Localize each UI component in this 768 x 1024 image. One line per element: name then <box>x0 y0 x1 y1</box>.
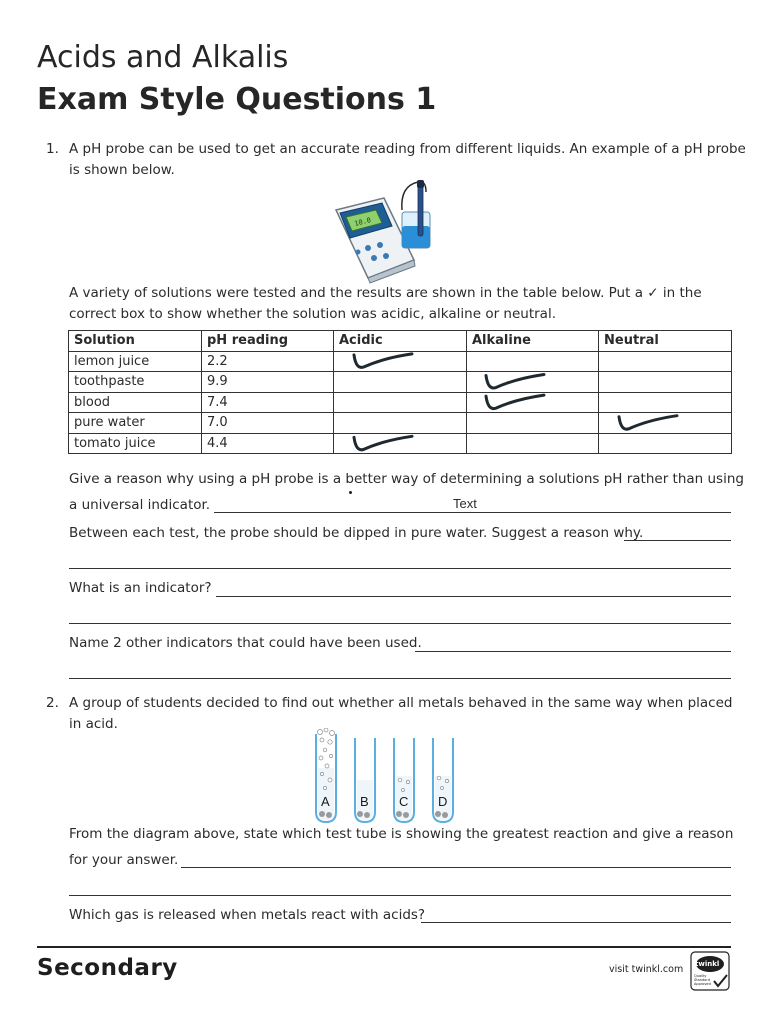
answer-line[interactable] <box>624 540 731 541</box>
answer-line[interactable] <box>421 922 731 923</box>
answer-line[interactable] <box>415 651 731 652</box>
tick-mark-acidic <box>354 436 412 450</box>
ph-cell: 7.0 <box>202 413 334 434</box>
instruction-text: in the <box>662 285 702 301</box>
answer-text[interactable]: Text <box>453 496 477 511</box>
answer-line[interactable] <box>181 867 731 868</box>
question-1-intro-line: A pH probe can be used to get an accurate reading from different liquids. An example of a pH probe <box>69 141 746 157</box>
ph-cell: 7.4 <box>202 392 334 413</box>
test-tube-d <box>433 738 453 822</box>
test-tube-b <box>355 738 375 822</box>
question-2-number: 2. <box>46 695 59 711</box>
column-header-neutral: Neutral <box>599 331 732 352</box>
solution-cell: tomato juice <box>69 433 202 454</box>
answer-line[interactable] <box>69 623 731 624</box>
beaker-icon <box>402 180 430 248</box>
handwritten-ticks <box>68 330 732 456</box>
question-2-intro-line: A group of students decided to find out whether all metals behaved in the same way when placed <box>69 695 733 711</box>
reaction-question-line: for your answer. <box>69 852 179 868</box>
other-indicators-question: Name 2 other indicators that could have been used. <box>69 635 422 651</box>
ph-cell: 4.4 <box>202 433 334 454</box>
pen-dot <box>349 491 352 494</box>
test-tube-c <box>394 738 414 822</box>
question-1-intro <box>69 139 746 180</box>
quality-badge <box>690 951 730 991</box>
ph-probe-illustration <box>330 176 436 284</box>
question-1-number: 1. <box>46 141 59 157</box>
tick-mark-neutral <box>619 416 677 430</box>
solution-cell: toothpaste <box>69 372 202 393</box>
answer-line[interactable] <box>69 678 731 679</box>
test-tubes-diagram <box>308 728 468 826</box>
column-header-solution: Solution <box>69 331 202 352</box>
tube-label: C <box>399 794 409 809</box>
page-title: Acids and Alkalis <box>37 40 289 75</box>
answer-line[interactable] <box>69 895 731 896</box>
tick-mark-acidic <box>354 354 412 368</box>
column-header-acidic: Acidic <box>334 331 467 352</box>
table-instructions <box>69 283 734 324</box>
solution-cell: pure water <box>69 413 202 434</box>
question-2-intro-line: in acid. <box>69 715 118 732</box>
check-mark-icon: ✓ <box>647 285 659 301</box>
instruction-text: A variety of solutions were tested and the results are shown in the table below. Put a <box>69 285 643 301</box>
footer-brand: Secondary <box>37 955 178 981</box>
answer-line[interactable] <box>214 512 731 513</box>
indicator-question: What is an indicator? <box>69 580 212 596</box>
tube-label: D <box>438 794 448 809</box>
tick-mark-alkaline <box>486 395 544 409</box>
tick-mark-alkaline <box>486 375 544 389</box>
rinse-question: Between each test, the probe should be dipped in pure water. Suggest a reason why. <box>69 525 644 541</box>
answer-line[interactable] <box>69 568 731 569</box>
test-tube-a <box>316 728 336 822</box>
solution-cell: lemon juice <box>69 351 202 372</box>
column-header-alkaline: Alkaline <box>467 331 599 352</box>
footer-divider <box>37 946 731 948</box>
tube-label: A <box>321 794 330 809</box>
reaction-question-line: From the diagram above, state which test tube is showing the greatest reaction and give a reason <box>69 826 734 842</box>
question-1-intro-line: is shown below. <box>69 161 175 178</box>
ph-cell: 9.9 <box>202 372 334 393</box>
gas-question: Which gas is released when metals react with acids? <box>69 907 426 923</box>
table-instructions-line <box>69 283 734 304</box>
footer-visit-link[interactable]: visit twinkl.com <box>609 964 684 975</box>
table-instructions-line: correct box to show whether the solution was acidic, alkaline or neutral. <box>69 305 556 322</box>
page-subtitle: Exam Style Questions 1 <box>37 82 437 117</box>
ph-cell: 2.2 <box>202 351 334 372</box>
badge-caption: Quality Standard Approved <box>694 974 711 986</box>
reason-question-line: Give a reason why using a pH probe is a better way of determining a solutions pH rather than using <box>69 471 744 487</box>
solution-cell: blood <box>69 392 202 413</box>
meter-reading: 10.0 <box>353 216 372 228</box>
badge-name: twinkl <box>695 960 720 968</box>
tube-label: B <box>360 794 369 809</box>
column-header-ph: pH reading <box>202 331 334 352</box>
answer-line[interactable] <box>216 596 731 597</box>
reason-question-line: a universal indicator. <box>69 497 211 513</box>
